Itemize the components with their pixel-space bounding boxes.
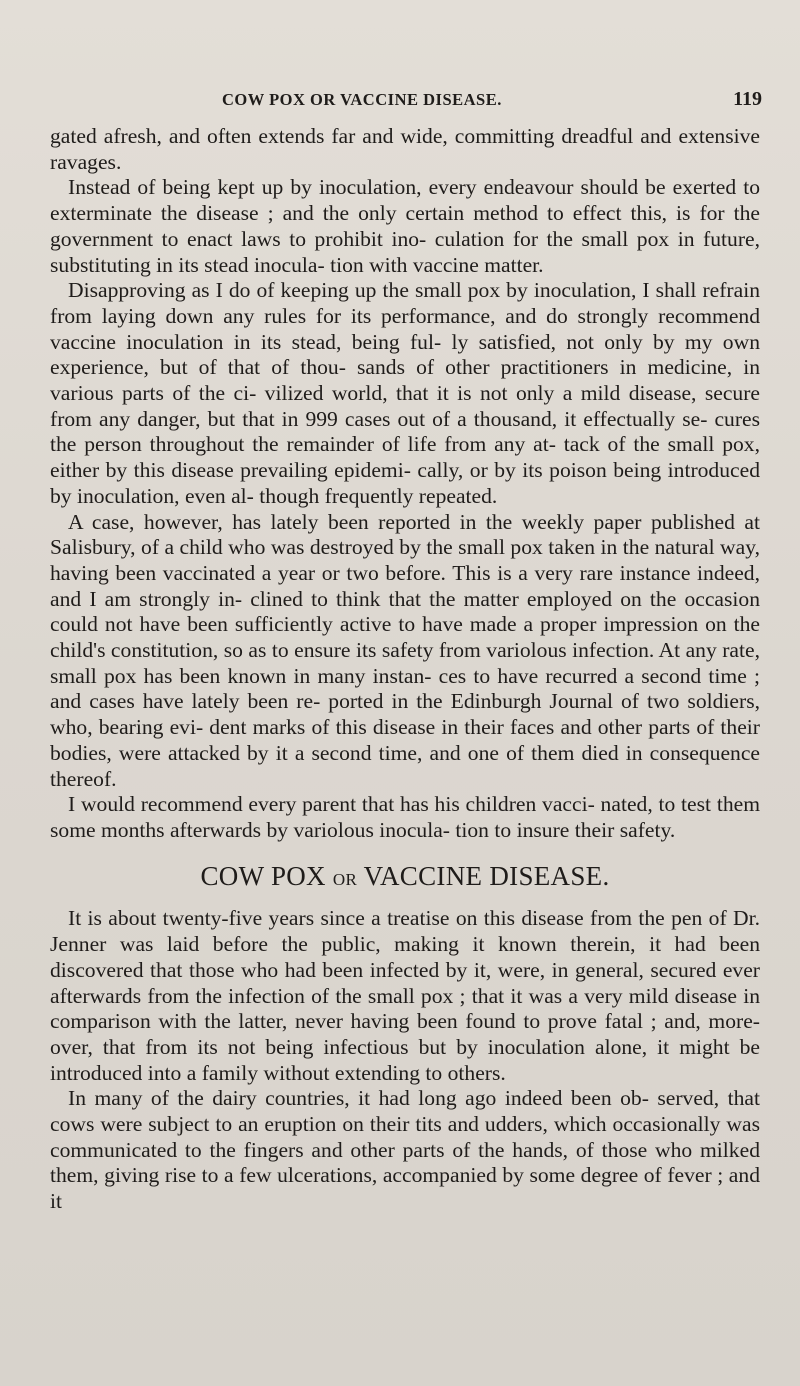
body-text [50, 124, 760, 1215]
paragraph: Instead of being kept up by inoculation, every endeavour should be exerted to exterminate the disease ; and the only certain method to effect this, is for the government to enact laws to prohibit ino- culation for the small pox in future, substituting in its stead inocula- tion with vaccine matter. [50, 175, 760, 277]
section-heading-or: OR [332, 869, 358, 889]
paragraph: It is about twenty-five years since a treatise on this disease from the pen of Dr. Jenner was laid before the public, making it known therein, it had been discovered that those who had been infected by it, were, in general, secured ever afterwards from the infection of the small pox ; that it was a very mild disease in comparison with the latter, never having been found to prove fatal ; and, more- over, that from its not being infectious but by inoculation alone, it might be introduced into a family without extending to others. [50, 906, 760, 1085]
section-heading [50, 860, 760, 893]
section-heading-part: VACCINE DISEASE. [357, 860, 610, 891]
section-heading-part: COW POX [200, 860, 333, 891]
paragraph: In many of the dairy countries, it had long ago indeed been ob- served, that cows were subject to an eruption on their tits and udders, which occasionally was communicated to the fingers and other parts of the hands, of those who milked them, giving rise to a few ulcerations, accompanied by some degree of fever ; and it [50, 1086, 760, 1214]
paragraph: A case, however, has lately been reported in the weekly paper published at Salisbury, of a child who was destroyed by the small pox taken in the natural way, having been vaccinated a year or two before. This is a very rare instance indeed, and I am strongly in- clined to think that the matter employed on the occasion could not have been sufficiently active to have made a proper impression on the child's constitution, so as to ensure its safety from variolous infection. At any rate, small pox has been known in many instan- ces to have recurred a second time ; and cases have lately been re- ported in the Edinburgh Journal of two soldiers, who, bearing evi- dent marks of this disease in their faces and other parts of their bodies, were attacked by it a second time, and one of them died in consequence thereof. [50, 509, 760, 791]
paragraph: gated afresh, and often extends far and wide, committing dreadful and extensive ravages. [50, 124, 760, 174]
paragraph: Disapproving as I do of keeping up the small pox by inoculation, I shall refrain from laying down any rules for its performance, and do strongly recommend vaccine inoculation in its stead, being ful- ly satisfied, not only by my own experience, but of that of thou- sands of other practitioners in medicine, in various parts of the ci- vilized world, that it is not only a mild disease, secure from any danger, but that in 999 cases out of a thousand, it effectually se- cures the person throughout the remainder of life from any at- tack of the small pox, either by this disease prevailing epidemi- cally, or by its poison being introduced by inoculation, even al- though frequently repeated. [50, 278, 760, 508]
paragraph: I would recommend every parent that has his children vacci- nated, to test them some months afterwards by variolous inocula- tion to insure their safety. [50, 792, 760, 842]
running-title: COW POX OR VACCINE DISEASE. [222, 90, 502, 109]
page-number: 119 [733, 88, 762, 110]
